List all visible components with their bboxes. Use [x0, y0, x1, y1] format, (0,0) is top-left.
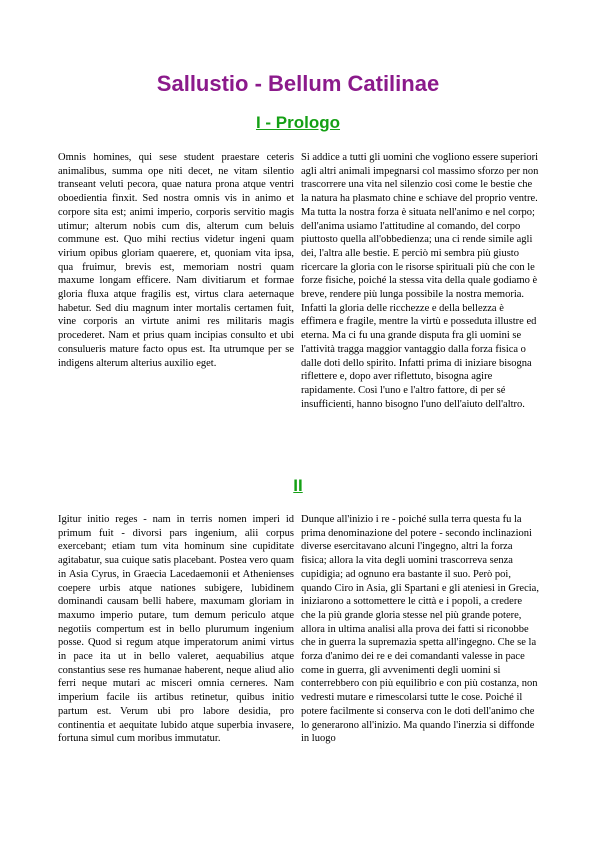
latin-text-section-2: Igitur initio reges - nam in terris nomen imperi id primum fuit - divorsi pars ingenium, alii corpus exercebant; etiam tum vita hominum sine cupiditate agitabatur, sua cuique satis placebant. Postea vero quam in Asia Cyrus, in Graecia Lacedaemonii et Athenienses coepere urbis atque nationes subigere, lubidinem dominandi causam belli habere, maxumam gloriam in maxumo imperio putare, tum demum periculo atque negotiis compertum est in bello plurumum ingenium posse. Quod si regum atque imperatorum animi virtus in pace ita ut in bello valeret, aequabilius atque constantius sese res humanae haberent, neque aliud alio ferri neque mutari ac misceri omnia cerneres. Nam imperium facile iis artibus retinetur, quibus initio partum est. Verum ubi pro labore desidia, pro continentia et aequitate lubido atque superbia invasere, fortuna simul cum moribus immutatur.	[58, 514, 294, 745]
document-title: Sallustio - Bellum Catilinae	[156, 71, 440, 96]
section-heading-ii: II	[293, 476, 303, 495]
italian-text-section-1: Si addice a tutti gli uomini che vogliono essere superiori agli altri animali impegnarsi col massimo sforzo per non trascorrere una vita nel silenzio così come le bestie che la natura ha plasmato chine e schiave del proprio ventre. Ma tutta la nostra forza è situata nell'animo e nel corpo; dell'anima usiamo l'attitudine al comando, del corpo piuttosto quella all'obbedienza; una ci rende simile agli dei, l'altra alle bestie. E perciò mi sembra più giusto ricercare la gloria con le risorse spirituali più che con le forze fisiche, poiché la stessa vita della quale godiamo è breve, rendere più lunga possibile la nostra memoria. Infatti la gloria delle ricchezze e della bellezza è effimera e fragile, mentre la virtù e posseduta illustre ed eterna. Ma ci fu una grande disputa fra gli uomini se l'attività tragga maggior vantaggio dalla forza fisica o dalle doti dello spirito. Infatti prima di iniziare bisogna riflettere e, dopo aver riflettuto, bisogna agire rapidamente. Così l'uno e l'altro fattore, di per sé insufficienti, hanno bisogno l'uno dell'aiuto dell'altro.	[301, 152, 539, 410]
section-heading-prologo: I - Prologo	[255, 113, 341, 132]
latin-text-section-1: Omnis homines, qui sese student praestare ceteris animalibus, summa ope niti decet, ne vitam silentio transeant veluti pecora, quae natura prona atque ventri oboedientia finxit. Sed nostra omnis vis in animo et corpore sita est; animi imperio, corporis servitio magis utimur; alterum nobis cum dis, alterum cum beluis commune est. Quo mihi rectius videtur ingeni quam virium opibus gloriam quaerere, et, quoniam vita ipsa, qua fruimur, brevis est, memoriam nostri quam maxume longam efficere. Nam divitiarum et formae gloria fluxa atque fragilis est, virtus clara aeternaque habetur. Sed diu magnum inter mortalis certamen fuit, vine corporis an virtute animi res militaris magis procederet. Nam et prius quam incipias consulto et ubi consulueris mature facto opus est. Ita utrumque per se indigens alterum alterius auxilio eget.	[58, 152, 294, 369]
italian-text-section-2: Dunque all'inizio i re - poiché sulla terra questa fu la prima denominazione del potere - secondo inclinazioni diverse esercitavano alcuni l'ingegno, altri la forza fisica; allora la vita degli uomini trascorreva senza cupidigia; ad ognuno era bastante il suo. Però poi, quando Ciro in Asia, gli Spartani e gli ateniesi in Grecia, iniziarono a sottomettere le città e i popoli, a credere che la più grande gloria stesse nel più grande potere, allora in ultima analisi alla prova dei fatti si riconobbe che in guerra la supremazia spetta all'ingegno. Che se la forza d'animo dei re e dei comandanti valesse in pace come in guerra, gli avvenimenti degli uomini si conterrebbero con più equilibrio e con più costanza, non vedresti mutare e rimescolarsi tutte le cose. Poiché il potere facilmente si conserva con le doti dell'animo che lo generarono all'inizio. Ma quando l'inerzia si diffonde in luogo	[301, 514, 539, 745]
